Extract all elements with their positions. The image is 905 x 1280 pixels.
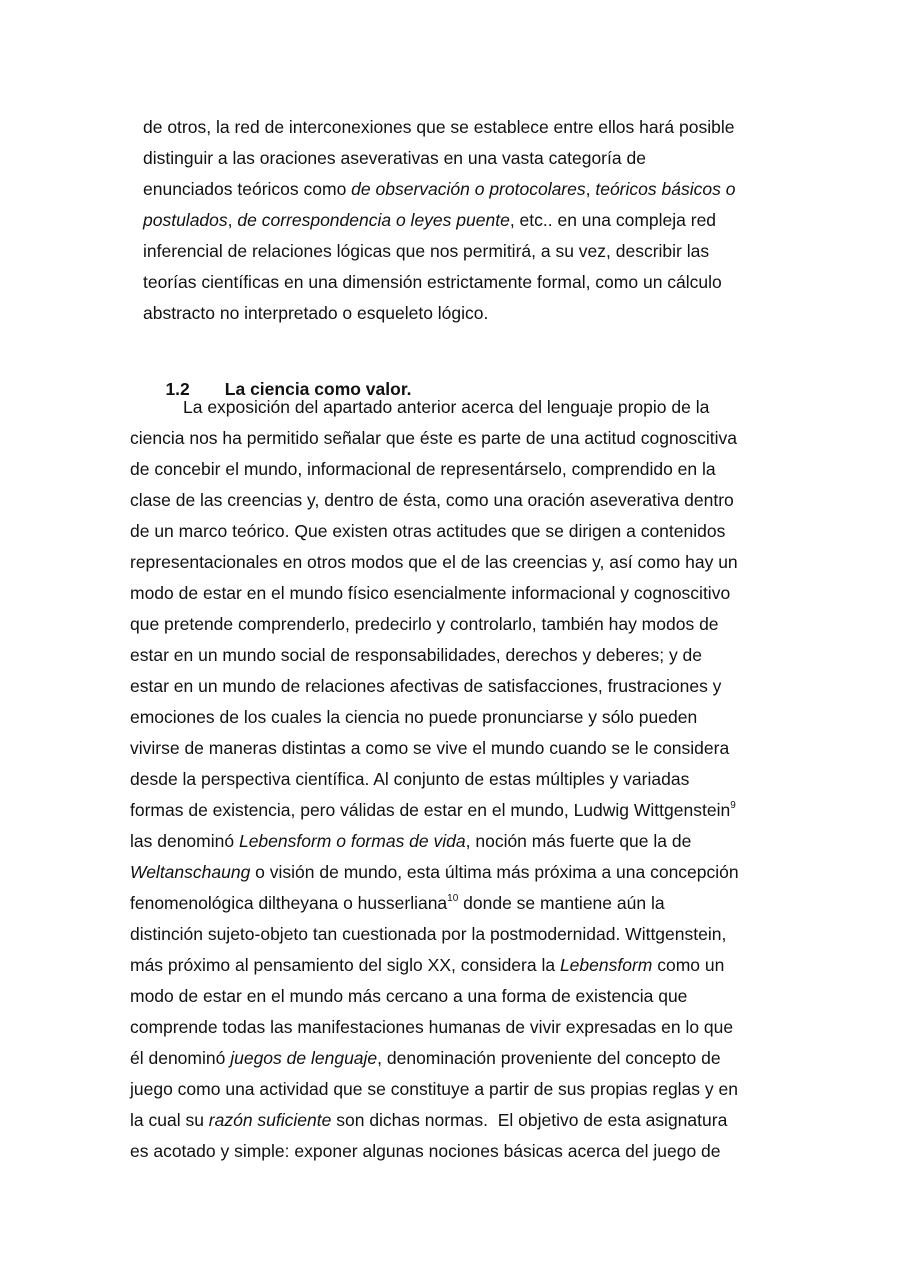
text-run: modo de estar en el mundo más cercano a una forma de existencia que — [130, 986, 688, 1006]
text-line — [143, 178, 735, 200]
text-run: las denominó — [130, 831, 239, 851]
text-line — [130, 892, 665, 914]
text-run: que pretende comprenderlo, predecirlo y controlarlo, también hay modos de — [130, 614, 719, 634]
text-run: es acotado y simple: exponer algunas nociones básicas acerca del juego de — [130, 1141, 721, 1161]
text-line — [130, 520, 725, 542]
text-run: , denominación proveniente del concepto de — [377, 1048, 721, 1068]
italic-text: postulados — [143, 210, 228, 230]
italic-text: de observación o protocolares — [351, 179, 586, 199]
text-run: o visión de mundo, esta última más próxima a una concepción — [250, 862, 739, 882]
section-number: 1.2 — [165, 379, 190, 399]
text-line — [130, 1109, 727, 1131]
text-line — [130, 582, 730, 604]
text-line — [130, 427, 737, 449]
text-run: representacionales en otros modos que el de las creencias y, así como hay un — [130, 552, 738, 572]
text-run: fenomenológica diltheyana o husserliana — [130, 893, 448, 913]
text-run: abstracto no interpretado o esqueleto lógico. — [143, 303, 489, 323]
text-run: la cual su — [130, 1110, 209, 1130]
footnote-ref: 10 — [447, 893, 459, 904]
text-run: ciencia nos ha permitido señalar que éste es parte de una actitud cognoscitiva — [130, 428, 738, 448]
text-line — [130, 551, 738, 573]
text-line — [143, 147, 646, 169]
text-run: como un — [652, 955, 725, 975]
text-line — [130, 675, 721, 697]
text-run: distinción sujeto-objeto tan cuestionada por la postmodernidad. Wittgenstein, — [130, 924, 727, 944]
text-run: son dichas normas. El objetivo de esta asignatura — [331, 1110, 728, 1130]
text-run: , — [585, 179, 596, 199]
text-line — [130, 799, 736, 821]
text-run: La exposición del apartado anterior acerca del lenguaje propio de la — [183, 397, 710, 417]
text-line — [130, 644, 702, 666]
text-run: teorías científicas en una dimensión estrictamente formal, como un cálculo — [143, 272, 722, 292]
italic-text: Lebensform o formas de vida — [238, 831, 466, 851]
text-run: vivirse de maneras distintas a como se vive el mundo cuando se le considera — [130, 738, 730, 758]
text-run: de concebir el mundo, informacional de representárselo, comprendido en la — [130, 459, 716, 479]
italic-text: juegos de lenguaje — [230, 1048, 378, 1068]
text-line — [130, 613, 719, 635]
italic-text: razón suficiente — [208, 1110, 332, 1130]
text-line — [130, 1047, 721, 1069]
section-title: La ciencia como valor. — [224, 379, 412, 399]
text-run: más próximo al pensamiento del siglo XX, considera la — [130, 955, 560, 975]
text-run: donde se mantiene aún la — [458, 893, 665, 913]
text-run: , etc.. en una compleja red — [509, 210, 717, 230]
text-run: inferencial de relaciones lógicas que nos permitirá, a su vez, describir las — [143, 241, 710, 261]
text-run: , noción más fuerte que la de — [465, 831, 692, 851]
text-line — [130, 923, 726, 945]
text-run: formas de existencia, pero válidas de estar en el mundo, Ludwig Wittgenstein — [130, 800, 731, 820]
italic-text: Weltanschaung — [130, 862, 251, 882]
text-line — [143, 240, 709, 262]
text-line — [130, 458, 716, 480]
text-run: , — [227, 210, 238, 230]
text-run: desde la perspectiva científica. Al conjunto de estas múltiples y variadas — [130, 769, 690, 789]
italic-text: teóricos básicos o — [595, 179, 736, 199]
text-line — [143, 209, 716, 231]
text-line — [130, 489, 734, 511]
text-run: estar en un mundo social de responsabilidades, derechos y deberes; y de — [130, 645, 703, 665]
text-line — [130, 985, 687, 1007]
text-run: él denominó — [130, 1048, 231, 1068]
text-line — [130, 737, 729, 759]
text-run: juego como una actividad que se constituye a partir de sus propias reglas y en — [130, 1079, 738, 1099]
italic-text: Lebensform — [559, 955, 653, 975]
italic-text: de correspondencia o leyes puente — [237, 210, 510, 230]
text-run: de otros, la red de interconexiones que se establece entre ellos hará posible — [143, 117, 735, 137]
text-line — [143, 116, 735, 138]
text-run: distinguir a las oraciones aseverativas en una vasta categoría de — [143, 148, 646, 168]
text-run: modo de estar en el mundo físico esencialmente informacional y cognoscitivo — [130, 583, 731, 603]
text-run: emociones de los cuales la ciencia no puede pronunciarse y sólo pueden — [130, 707, 698, 727]
text-line — [130, 830, 691, 852]
text-line — [130, 768, 689, 790]
text-line — [130, 1078, 738, 1100]
text-run: enunciados teóricos como — [143, 179, 352, 199]
text-line — [183, 396, 709, 418]
text-run: estar en un mundo de relaciones afectivas de satisfacciones, frustraciones y — [130, 676, 722, 696]
text-line — [143, 302, 488, 324]
text-run: clase de las creencias y, dentro de ésta, como una oración aseverativa dentro — [130, 490, 734, 510]
text-run: de un marco teórico. Que existen otras actitudes que se dirigen a contenidos — [130, 521, 726, 541]
text-line — [130, 861, 739, 883]
text-line — [130, 1140, 721, 1162]
footnote-ref: 9 — [730, 800, 736, 811]
text-line — [130, 1016, 733, 1038]
text-run: comprende todas las manifestaciones humanas de vivir expresadas en lo que — [130, 1017, 734, 1037]
text-line — [143, 271, 722, 293]
text-line — [130, 954, 724, 976]
text-line — [130, 706, 697, 728]
